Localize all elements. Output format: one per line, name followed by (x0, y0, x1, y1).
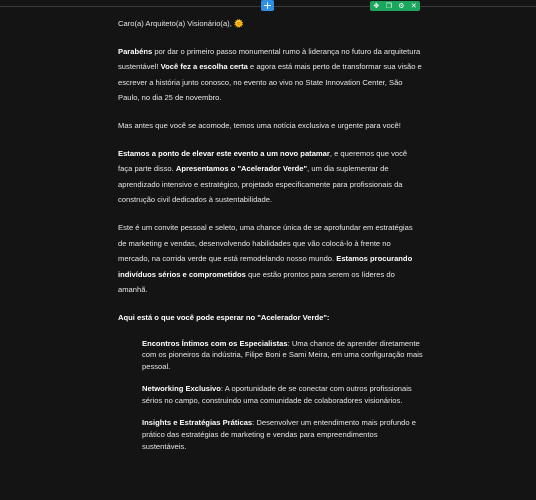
delete-icon[interactable]: ✕ (410, 2, 417, 10)
list-item: Insights e Estratégias Práticas: Desenvolver um entendimento mais profundo e prático das estratégias de marketing e vendas para empreendimentos sustentáveis. (142, 418, 416, 451)
plus-icon: + (262, 0, 273, 12)
list-heading: Aqui está o que você pode esperar no "Acelerador Verde": (118, 312, 330, 322)
email-body (118, 16, 423, 463)
sun-emoji-icon: 🌞 (233, 19, 244, 28)
copy-icon[interactable]: ❐ (385, 2, 393, 10)
paragraph-announcement: Estamos a ponto de elevar este evento a um novo patamar, e queremos que você faça parte disso. Apresentamos o "Acelerador Verde", um dia suplementar de aprendizado intensivo e estratégico, projetado especificamente para profissionais da construção civil dedicados à sustentabilidade. (118, 148, 408, 205)
list-item: Networking Exclusivo: A oportunidade de se conectar com outros profissionais sérios no campo, construindo uma comunidade de colaboradores visionários. (142, 384, 412, 406)
list-item: Encontros Íntimos com os Especialistas: Uma chance de aprender diretamente com os pioneiros da indústria, Filipe Boni e Sami Meira, em uma configuração mais pessoal. (142, 338, 423, 372)
add-section-button[interactable] (261, 0, 274, 11)
paragraph-news: Mas antes que você se acomode, temos uma notícia exclusiva e urgente para você! (118, 120, 401, 130)
benefits-list (118, 338, 423, 453)
paragraph-congrats: Parabéns por dar o primeiro passo monumental rumo à liderança no futuro da arquitetura sustentável! Você fez a escolha certa e agora está mais perto de transformar sua visão e escrever a história junto conosco, no evento ao vivo no State Innovation Center, São Paulo, no dia 25 de novembro. (118, 46, 422, 103)
move-icon[interactable]: ✥ (373, 2, 380, 10)
block-toolbar (370, 1, 420, 11)
settings-icon[interactable]: ⚙ (398, 2, 405, 10)
paragraph-invite: Este é um convite pessoal e seleto, uma chance única de se aprofundar em estratégias de marketing e vendas, desenvolvendo habilidades que vão colocá-lo à frente no mercado, na corrida verde que está remodelando nosso mundo. Estamos procurando indivíduos sérios e comprometidos que estão prontos para serem os líderes do amanhã. (118, 222, 413, 295)
greeting: Caro(a) Arquiteto(a) Visionário(a), 🌞 (118, 19, 244, 28)
